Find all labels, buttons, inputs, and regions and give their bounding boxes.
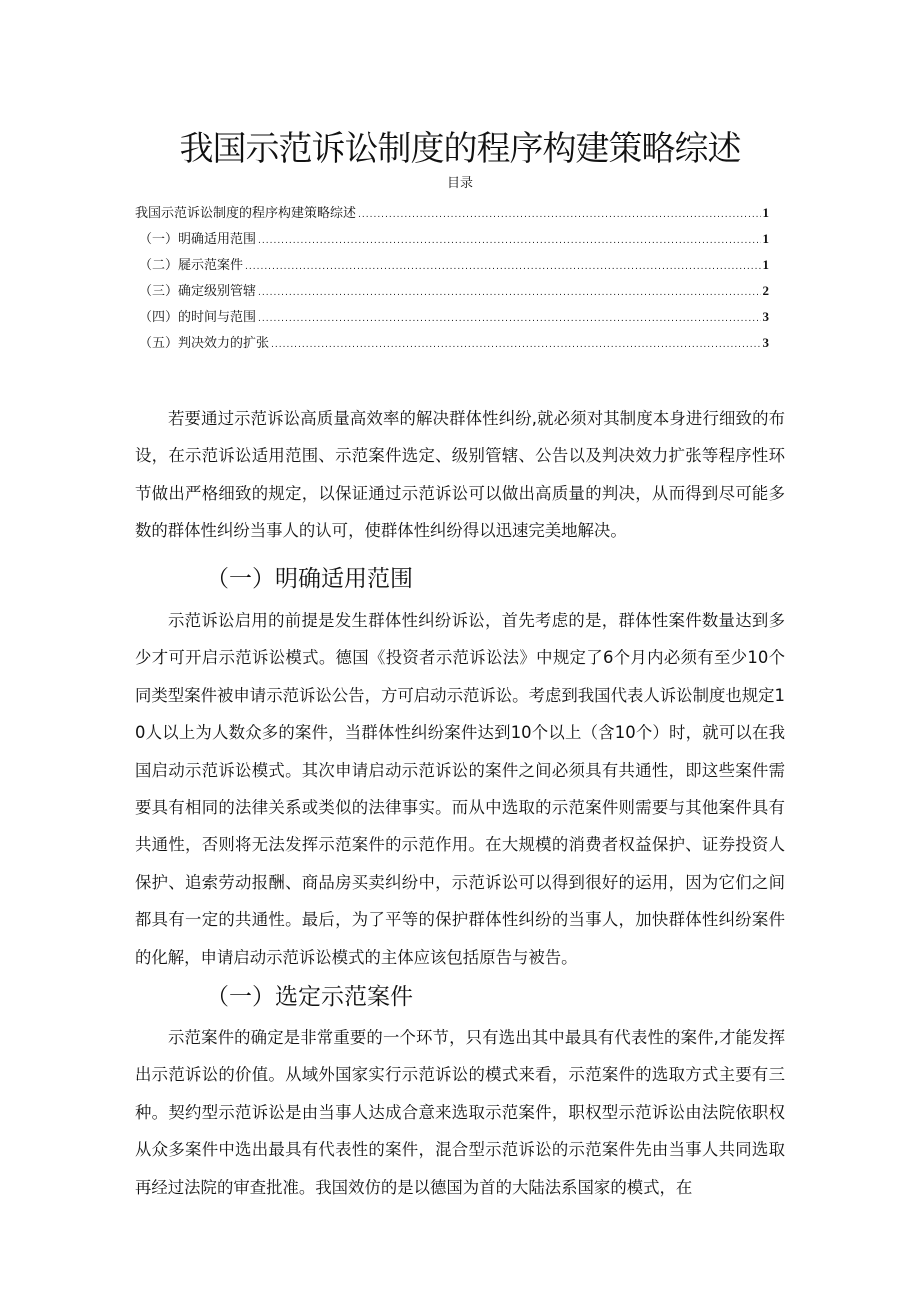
toc-entry-page: 1 bbox=[762, 231, 769, 246]
section-case-selection-paragraph: 示范案件的确定是非常重要的一个环节，只有选出其中最具有代表性的案件,才能发挥出示范诉讼的价值。从域外国家实行示范诉讼的模式来看，示范案件的选取方式主要有三种。契约型示范诉讼是由当事人达成合意来选取示范案件，职权型示范诉讼由法院依职权从众多案件中选出最具有代表性的案件，混合型示范诉讼的示范案件先由当事人共同选取再经过法院的审查批准。我国效仿的是以德国为首的大陆法系国家的模式，在 bbox=[135, 1028, 785, 1197]
toc-entry[interactable] bbox=[135, 330, 769, 356]
toc-leader-dots bbox=[245, 254, 760, 280]
toc-entry-page: 3 bbox=[762, 309, 769, 324]
toc-entry[interactable] bbox=[135, 200, 769, 226]
section-scope-paragraph: 示范诉讼启用的前提是发生群体性纠纷诉讼，首先考虑的是，群体性案件数量达到多少才可开启示范诉讼模式。德国《投资者示范诉讼法》中规定了6个月内必须有至少10个同类型案件被申请示范诉讼公告，方可启动示范诉讼。考虑到我国代表人诉讼制度也规定10人以上为人数众多的案件，当群体性纠纷案件达到10个以上（含10个）时，就可以在我国启动示范诉讼模式。其次申请启动示范诉讼的案件之间必须具有共通性，即这些案件需要具有相同的法律关系或类似的法律事实。而从中选取的示范案件则需要与其他案件具有共通性，否则将无法发挥示范案件的示范作用。在大规模的消费者权益保护、证券投资人保护、追索劳动报酬、商品房买卖纠纷中，示范诉讼可以得到很好的运用，因为它们之间都具有一定的共通性。最后，为了平等的保护群体性纠纷的当事人，加快群体性纠纷案件的化解，申请启动示范诉讼模式的主体应该包括原告与被告。 bbox=[135, 611, 785, 967]
toc-entry-label: （二）屣示范案件 bbox=[139, 258, 244, 273]
toc-leader-dots bbox=[258, 280, 760, 306]
toc-entry-label: （三）确定级别管辖 bbox=[139, 284, 257, 299]
toc-entry-page: 1 bbox=[762, 257, 769, 272]
toc-entry-page: 2 bbox=[762, 283, 769, 298]
toc-leader-dots bbox=[258, 306, 760, 332]
toc-entry[interactable] bbox=[135, 252, 769, 278]
toc-leader-dots bbox=[258, 228, 760, 254]
toc-entry[interactable] bbox=[135, 226, 769, 252]
section-heading-scope: （一）明确适用范围 bbox=[206, 566, 413, 592]
toc-entry-page: 1 bbox=[762, 205, 769, 220]
toc-heading: 目录 bbox=[446, 176, 473, 191]
toc-entry-label: （四）的时间与范围 bbox=[139, 310, 257, 325]
toc-leader-dots bbox=[358, 202, 760, 228]
section-heading-case-selection: （一）选定示范案件 bbox=[206, 984, 413, 1010]
toc-entry[interactable] bbox=[135, 278, 769, 304]
toc-entry[interactable] bbox=[135, 304, 769, 330]
document-title: 我国示范诉讼制度的程序构建策略综述 bbox=[179, 129, 741, 169]
table-of-contents bbox=[135, 200, 769, 356]
toc-leader-dots bbox=[271, 332, 760, 358]
toc-entry-label: （五）判决效力的扩张 bbox=[139, 336, 270, 351]
intro-paragraph: 若要通过示范诉讼高质量高效率的解决群体性纠纷,就必须对其制度本身进行细致的布设，在示范诉讼适用范围、示范案件选定、级别管辖、公告以及判决效力扩张等程序性环节做出严格细致的规定，以保证通过示范诉讼可以做出高质量的判决，从而得到尽可能多数的群体性纠纷当事人的认可，使群体性纠纷得以迅速完美地解决。 bbox=[135, 409, 785, 541]
toc-entry-page: 3 bbox=[762, 335, 769, 350]
toc-entry-label: 我国示范诉讼制度的程序构建策略综述 bbox=[135, 206, 357, 221]
toc-entry-label: （一）明确适用范围 bbox=[139, 232, 257, 247]
